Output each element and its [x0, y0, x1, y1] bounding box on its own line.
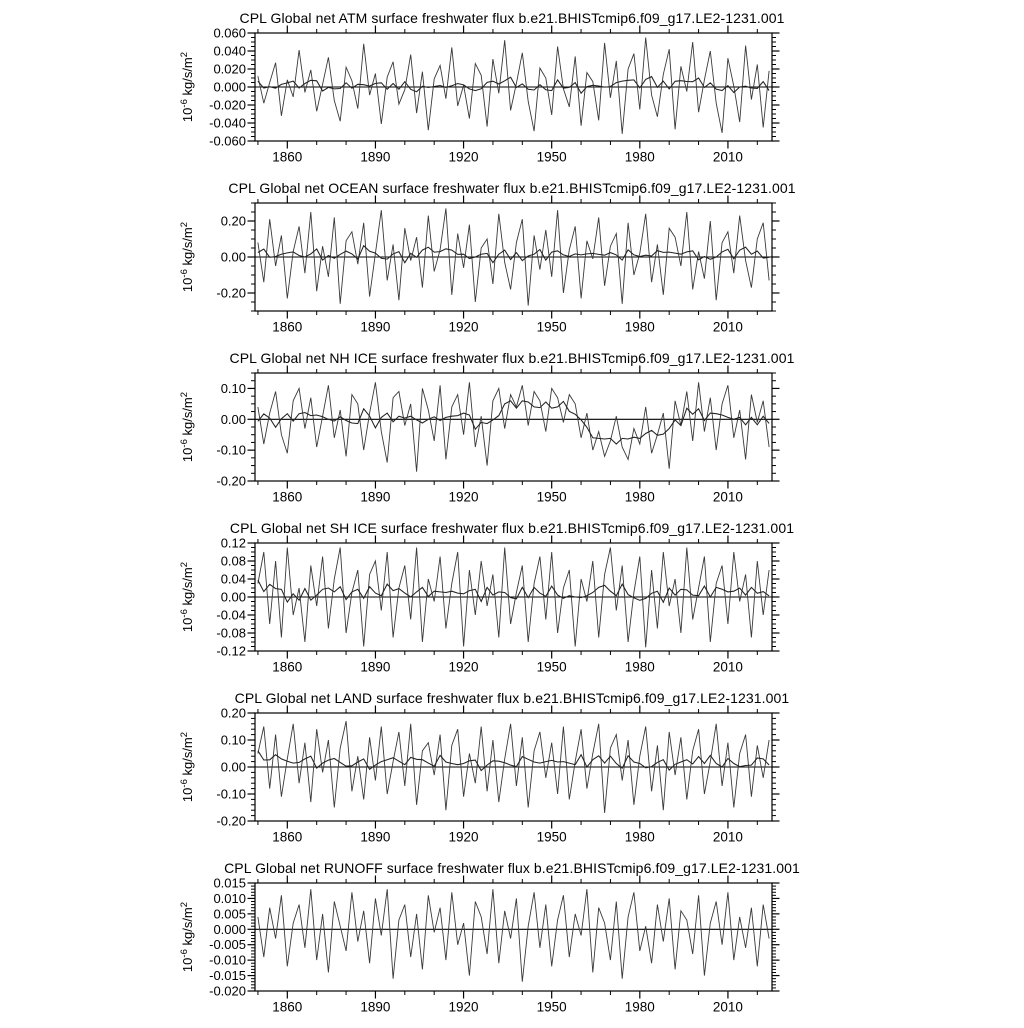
y-tick-label: 0.00 — [220, 411, 246, 427]
x-tick-label: 1890 — [360, 659, 391, 675]
plot-area — [0, 8, 1024, 178]
x-tick-label: 1980 — [624, 149, 655, 165]
x-tick-label: 1920 — [448, 999, 479, 1015]
x-tick-label: 1980 — [624, 659, 655, 675]
running-mean-series-line — [258, 77, 769, 94]
y-axis-label-text: $10^{-6}$ $kg/s/m^2$ — [179, 221, 195, 293]
panel-title: CPL Global net ATM surface freshwater flux b.e21.BHISTcmip6.f09_g17.LE2-1231.001 — [239, 10, 785, 26]
y-axis-label-text: $10^{-6}$ $kg/s/m^2$ — [179, 561, 195, 633]
x-tick-label: 1950 — [536, 149, 567, 165]
y-tick-label: 0.00 — [220, 759, 246, 775]
y-tick-label: -0.005 — [209, 937, 246, 953]
y-tick-label: 0.00 — [220, 249, 246, 265]
x-tick-label: 1950 — [536, 999, 567, 1015]
annual-mean-series-line — [258, 889, 769, 982]
x-tick-label: 1950 — [536, 489, 567, 505]
annual-mean-series-line — [258, 38, 769, 134]
y-tick-label: 0.015 — [213, 875, 246, 891]
panel-title: CPL Global net NH ICE surface freshwater flux b.e21.BHISTcmip6.f09_g17.LE2-1231.001 — [229, 350, 795, 366]
y-tick-label: -0.10 — [216, 786, 246, 802]
y-axis-label-text: $10^{-6}$ $kg/s/m^2$ — [179, 391, 195, 463]
y-tick-label: -0.015 — [209, 968, 246, 984]
y-axis-label — [179, 222, 195, 292]
y-tick-label: -0.08 — [216, 625, 246, 641]
y-axis-label — [179, 392, 195, 462]
y-tick-label: -0.12 — [216, 643, 246, 659]
running-mean-series-line — [258, 580, 769, 602]
panel-nh-ice-flux — [0, 348, 1024, 518]
annual-mean-series-line — [258, 382, 769, 471]
x-tick-label: 1950 — [536, 319, 567, 335]
y-axis-label — [179, 732, 195, 802]
y-tick-label: -0.20 — [216, 285, 246, 301]
x-tick-label: 1980 — [624, 829, 655, 845]
x-tick-label: 1860 — [272, 319, 303, 335]
y-tick-label: -0.04 — [216, 607, 246, 623]
panel-runoff-flux — [0, 858, 1024, 1028]
y-tick-label: 0.010 — [213, 890, 246, 906]
x-tick-label: 1920 — [448, 149, 479, 165]
x-tick-label: 1920 — [448, 829, 479, 845]
x-tick-label: 2010 — [712, 829, 743, 845]
plot-area — [0, 178, 1024, 348]
x-tick-label: 1980 — [624, 489, 655, 505]
x-tick-label: 1890 — [360, 829, 391, 845]
panel-title: CPL Global net LAND surface freshwater flux b.e21.BHISTcmip6.f09_g17.LE2-1231.001 — [234, 690, 790, 706]
x-tick-label: 1950 — [536, 659, 567, 675]
x-tick-label: 1950 — [536, 829, 567, 845]
panel-title: CPL Global net SH ICE surface freshwater flux b.e21.BHISTcmip6.f09_g17.LE2-1231.001 — [229, 520, 795, 536]
y-tick-label: -0.020 — [209, 983, 246, 999]
x-tick-label: 1920 — [448, 659, 479, 675]
panel-ocean-flux — [0, 178, 1024, 348]
y-axis-label-text: $10^{-6}$ $kg/s/m^2$ — [179, 901, 195, 973]
y-tick-label: -0.060 — [209, 133, 246, 149]
x-tick-label: 1920 — [448, 319, 479, 335]
y-tick-label: 0.10 — [220, 732, 246, 748]
x-tick-label: 1890 — [360, 319, 391, 335]
y-axis-label — [179, 52, 195, 122]
x-tick-label: 1860 — [272, 659, 303, 675]
plot-area — [0, 348, 1024, 518]
x-tick-label: 1890 — [360, 489, 391, 505]
y-tick-label: 0.020 — [213, 61, 246, 77]
y-tick-label: 0.000 — [213, 79, 246, 95]
y-axis-label-text: $10^{-6}$ $kg/s/m^2$ — [179, 731, 195, 803]
panel-atm-flux — [0, 8, 1024, 178]
y-tick-label: 0.04 — [220, 571, 246, 587]
y-tick-label: 0.20 — [220, 705, 246, 721]
x-tick-label: 1920 — [448, 489, 479, 505]
x-tick-label: 1980 — [624, 999, 655, 1015]
running-mean-series-line — [258, 246, 769, 263]
y-axis-label — [179, 562, 195, 632]
y-tick-label: 0.10 — [220, 380, 246, 396]
x-tick-label: 1860 — [272, 999, 303, 1015]
plot-area — [0, 858, 1024, 1028]
x-tick-label: 1890 — [360, 999, 391, 1015]
x-tick-label: 1890 — [360, 149, 391, 165]
panel-sh-ice-flux — [0, 518, 1024, 688]
plot-area — [0, 688, 1024, 858]
y-tick-label: -0.040 — [209, 115, 246, 131]
x-tick-label: 2010 — [712, 489, 743, 505]
y-tick-label: 0.000 — [213, 921, 246, 937]
x-tick-label: 1860 — [272, 829, 303, 845]
x-tick-label: 2010 — [712, 149, 743, 165]
y-tick-label: 0.20 — [220, 213, 246, 229]
panel-land-flux — [0, 688, 1024, 858]
y-tick-label: 0.12 — [220, 535, 246, 551]
y-tick-label: -0.020 — [209, 97, 246, 113]
x-tick-label: 2010 — [712, 659, 743, 675]
y-tick-label: -0.010 — [209, 952, 246, 968]
y-tick-label: 0.005 — [213, 906, 246, 922]
y-tick-label: 0.060 — [213, 25, 246, 41]
x-tick-label: 1980 — [624, 319, 655, 335]
panel-title: CPL Global net OCEAN surface freshwater flux b.e21.BHISTcmip6.f09_g17.LE2-1231.001 — [228, 180, 796, 196]
x-tick-label: 2010 — [712, 319, 743, 335]
plot-area — [0, 518, 1024, 688]
y-tick-label: -0.10 — [216, 442, 246, 458]
x-tick-label: 1860 — [272, 149, 303, 165]
x-tick-label: 2010 — [712, 999, 743, 1015]
y-tick-label: -0.20 — [216, 813, 246, 829]
panel-title: CPL Global net RUNOFF surface freshwater flux b.e21.BHISTcmip6.f09_g17.LE2-1231.001 — [224, 860, 800, 876]
y-tick-label: 0.00 — [220, 589, 246, 605]
y-tick-label: 0.040 — [213, 43, 246, 59]
y-tick-label: 0.08 — [220, 553, 246, 569]
y-axis-label — [179, 902, 195, 972]
y-tick-label: -0.20 — [216, 473, 246, 489]
y-axis-label-text: $10^{-6}$ $kg/s/m^2$ — [179, 51, 195, 123]
x-tick-label: 1860 — [272, 489, 303, 505]
